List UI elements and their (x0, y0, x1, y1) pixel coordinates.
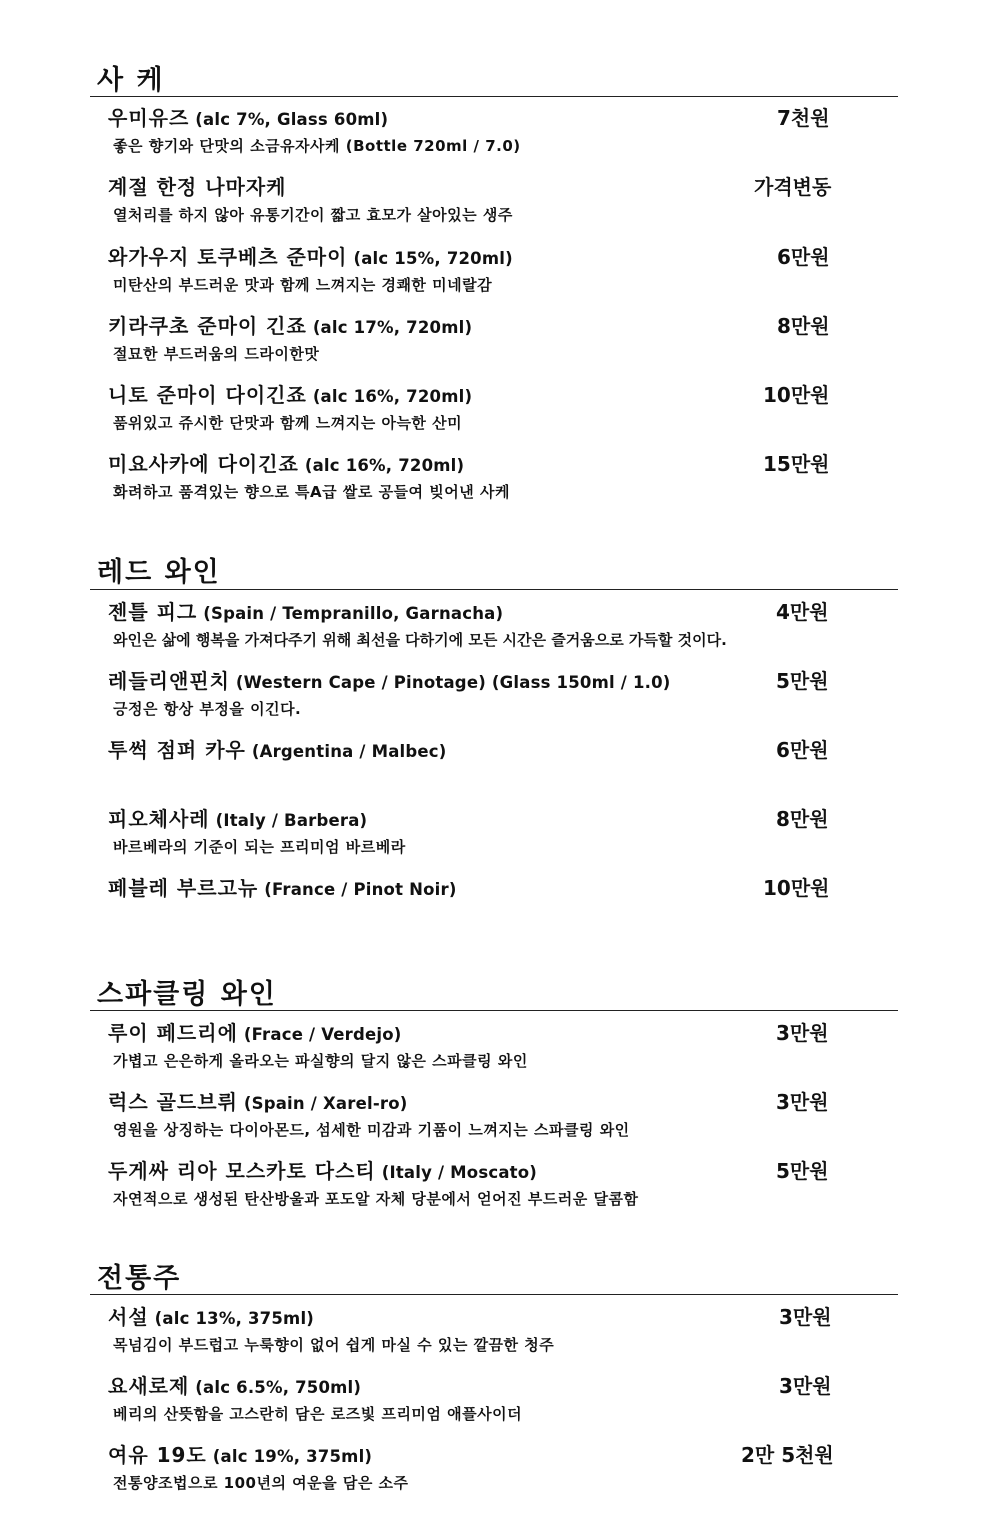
item-price: 가격변동 (754, 175, 832, 199)
item-name: 키라쿠초 준마이 긴죠 (108, 314, 307, 338)
item-name: 루이 페드리에 (108, 1021, 238, 1045)
item-description: 긍정은 항상 부정을 이긴다. (113, 700, 302, 718)
section-title: 레드 와인 (97, 557, 221, 588)
item-name: 미요사카에 다이긴죠 (108, 452, 299, 476)
item-description: 전통양조법으로 100년의 여운을 담은 소주 (113, 1474, 409, 1492)
item-detail: (alc 17%, 720ml) (312, 318, 473, 337)
item-detail: (alc 19%, 375ml) (212, 1447, 373, 1466)
item-detail: (alc 7%, Glass 60ml) (195, 110, 389, 129)
item-description: 품위있고 쥬시한 단맛과 함께 느껴지는 아늑한 산미 (113, 414, 463, 432)
item-detail: (alc 16%, 720ml) (312, 387, 473, 406)
item-detail: (Argentina / Malbec) (251, 742, 447, 761)
item-detail: (Spain / Xarel-ro) (243, 1094, 408, 1113)
item-price: 5만원 (776, 1159, 829, 1183)
item-description: 열처리를 하지 않아 유통기간이 짧고 효모가 살아있는 생주 (113, 206, 513, 224)
item-price: 3만원 (776, 1090, 829, 1114)
item-detail: (alc 15%, 720ml) (353, 249, 513, 268)
item-price: 8만원 (776, 807, 829, 831)
item-name: 두게싸 리아 모스카토 다스티 (108, 1159, 376, 1183)
item-name: 페블레 부르고뉴 (108, 876, 259, 900)
item-detail: (Italy / Barbera) (215, 811, 368, 830)
section-divider (90, 589, 898, 590)
item-description: 자연적으로 생성된 탄산방울과 포도알 자체 당분에서 얻어진 부드러운 달콤함 (113, 1190, 639, 1208)
item-detail: (Italy / Moscato) (381, 1163, 538, 1182)
item-price: 10만원 (763, 383, 830, 407)
item-price: 8만원 (777, 314, 830, 338)
item-price: 6만원 (776, 738, 829, 762)
item-detail: (Frace / Verdejo) (243, 1025, 402, 1044)
item-price: 10만원 (763, 876, 830, 900)
item-price: 6만원 (777, 245, 830, 269)
section-divider (90, 1294, 898, 1295)
section-title: 사 케 (97, 65, 165, 96)
item-description: 영원을 상징하는 다이아몬드, 섬세한 미감과 기품이 느껴지는 스파클링 와인 (113, 1121, 630, 1139)
item-price: 15만원 (763, 452, 830, 476)
item-name: 와가우지 토쿠베츠 준마이 (108, 245, 348, 269)
section-title: 전통주 (97, 1263, 182, 1294)
section-title: 스파클링 와인 (97, 979, 277, 1010)
item-name: 투썩 점퍼 카우 (108, 738, 246, 762)
item-name: 젠틀 피그 (108, 600, 198, 624)
item-description: 목넘김이 부드럽고 누룩향이 없어 쉽게 마실 수 있는 깔끔한 청주 (113, 1336, 555, 1354)
item-name: 피오체사레 (108, 807, 210, 831)
item-price: 2만 5천원 (741, 1443, 834, 1467)
item-description: 베리의 산뜻함을 고스란히 담은 로즈빛 프리미엄 애플사이더 (113, 1405, 523, 1423)
item-price: 4만원 (776, 600, 829, 624)
item-name: 니토 준마이 다이긴죠 (108, 383, 307, 407)
item-detail: (France / Pinot Noir) (264, 880, 457, 899)
item-detail: (Western Cape / Pinotage) (Glass 150ml / 1.0) (235, 673, 671, 692)
item-description: 절묘한 부드러움의 드라이한맛 (113, 345, 320, 363)
item-name: 계절 한정 나마자케 (108, 175, 287, 199)
item-description: 바르베라의 기준이 되는 프리미엄 바르베라 (113, 838, 406, 856)
item-detail: (alc 13%, 375ml) (154, 1309, 315, 1328)
item-detail: (Spain / Tempranillo, Garnacha) (203, 604, 504, 623)
item-price: 5만원 (776, 669, 829, 693)
item-name: 럭스 골드브뤼 (108, 1090, 238, 1114)
item-description: 가볍고 은은하게 올라오는 파실향의 달지 않은 스파클링 와인 (113, 1052, 528, 1070)
section-divider (90, 96, 898, 97)
item-name: 우미유즈 (108, 106, 190, 130)
item-description: 와인은 삶에 행복을 가져다주기 위해 최선을 다하기에 모든 시간은 즐거움으로 가득할 것이다. (113, 631, 727, 649)
section-divider (90, 1010, 898, 1011)
item-name: 레들리앤핀치 (108, 669, 230, 693)
item-detail: (alc 16%, 720ml) (304, 456, 465, 475)
item-description: 좋은 향기와 단맛의 소금유자사케 (Bottle 720ml / 7.0) (113, 137, 521, 155)
item-price: 3만원 (779, 1305, 832, 1329)
item-price: 3만원 (779, 1374, 832, 1398)
item-name: 서설 (108, 1305, 149, 1329)
item-detail: (alc 6.5%, 750ml) (195, 1378, 362, 1397)
item-name: 요새로제 (108, 1374, 190, 1398)
item-price: 3만원 (776, 1021, 829, 1045)
item-description: 화려하고 품격있는 향으로 특A급 쌀로 공들여 빚어낸 사케 (113, 483, 510, 501)
item-price: 7천원 (777, 106, 830, 130)
item-description: 미탄산의 부드러운 맛과 함께 느껴지는 경쾌한 미네랄감 (113, 276, 493, 294)
item-name: 여유 19도 (108, 1443, 207, 1467)
